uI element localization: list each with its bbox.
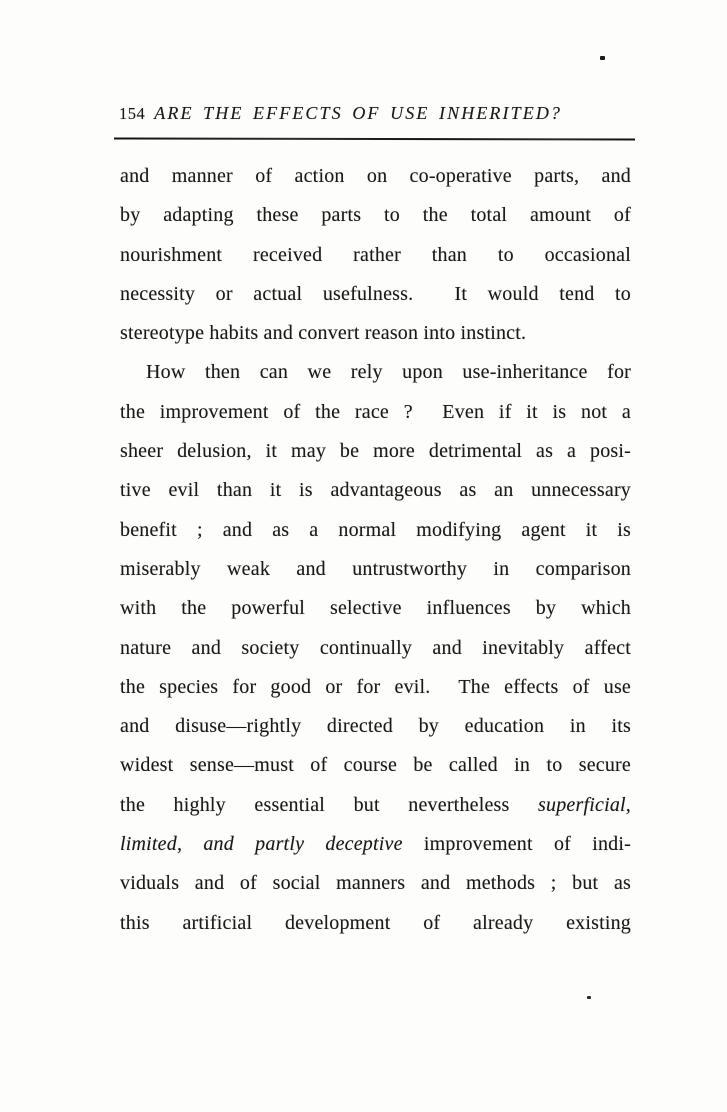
text-segment: the species for good or for evil. The effects of use (120, 675, 631, 698)
text-segment: viduals and of social manners and methods ; but as (120, 872, 631, 895)
text-line (120, 471, 631, 510)
text-line (120, 746, 631, 785)
text-line (120, 196, 631, 235)
running-title: ARE THE EFFECTS OF USE INHERITED? (154, 103, 563, 123)
running-header (119, 103, 632, 124)
text-segment: stereotype habits and convert reason into instinct. (120, 322, 527, 345)
text-segment: miserably weak and untrustworthy in comparison (120, 557, 631, 580)
text-line (120, 904, 631, 943)
text-segment: sheer delusion, it may be more detrimental as a posi- (120, 440, 631, 463)
text-segment: this artificial development of already existing (120, 911, 631, 934)
text-segment: and disuse—rightly directed by education in its (120, 715, 631, 738)
text-line (120, 668, 631, 707)
text-segment: the improvement of the race ? Even if it is not a (120, 400, 631, 423)
italic-text-segment: superficial, (538, 793, 631, 816)
text-line (120, 629, 631, 668)
text-line (120, 707, 631, 746)
text-segment: necessity or actual usefulness. It would tend to (120, 282, 631, 305)
text-line (120, 393, 631, 432)
text-line (120, 511, 631, 550)
text-line (120, 353, 631, 392)
text-segment: How then can we rely upon use-inheritance for (146, 361, 631, 384)
text-line (120, 825, 631, 864)
text-segment: nature and society continually and inevitably affect (120, 636, 631, 659)
text-segment: with the powerful selective influences by which (120, 597, 631, 620)
text-segment: widest sense—must of course be called in to secure (120, 754, 631, 777)
text-line (120, 432, 631, 471)
text-line (120, 236, 631, 275)
text-segment: tive evil than it is advantageous as an unnecessary (120, 479, 631, 502)
header-rule (114, 137, 635, 140)
italic-text-segment: limited, and partly deceptive (120, 833, 403, 856)
page-body (120, 157, 631, 943)
text-line (120, 589, 631, 628)
text-segment: nourishment received rather than to occasional (120, 243, 631, 266)
scan-speck (600, 56, 605, 60)
text-line (120, 550, 631, 589)
page-number: 154 (119, 104, 146, 123)
text-segment: and manner of action on co-operative parts, and (120, 165, 631, 187)
text-segment: the highly essential but nevertheless (120, 793, 539, 816)
text-line (120, 157, 631, 196)
text-segment: improvement of indi- (402, 833, 631, 856)
text-line (120, 786, 631, 825)
text-segment: by adapting these parts to the total amount of (120, 204, 631, 227)
scan-speck (587, 996, 591, 999)
text-line (120, 864, 631, 903)
text-line (120, 275, 631, 314)
text-line (120, 314, 631, 353)
text-segment: benefit ; and as a normal modifying agent it is (120, 518, 631, 541)
